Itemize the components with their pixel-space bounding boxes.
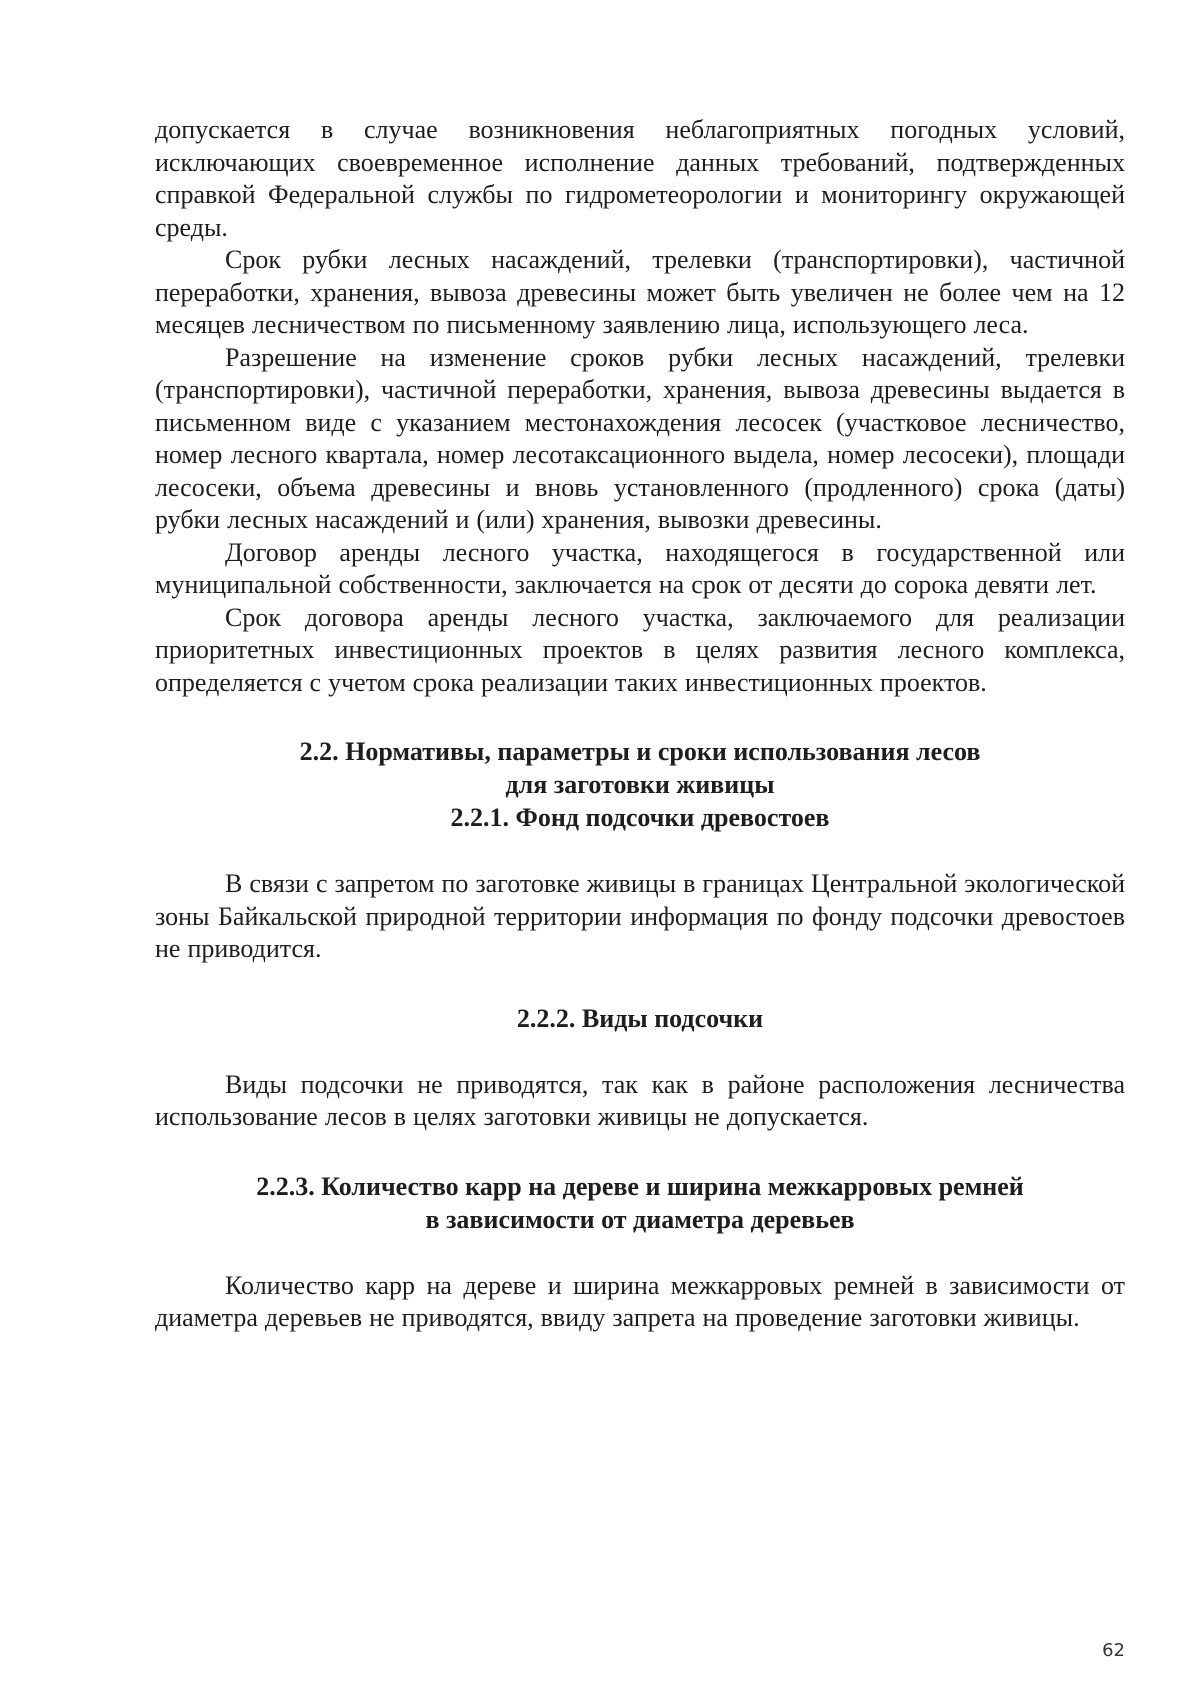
section-heading-2-2-2: 2.2.2. Виды подсочки xyxy=(516,1003,764,1033)
paragraph-term-extension: Срок рубки лесных насаждений, трелевки (транспортировки), частичной переработки, хранения, вывоза древесины может быть увеличен не более чем на 12 месяцев лесничеством по письменному заявлению лица, использующего леса. xyxy=(155,245,1125,339)
section-heading-2-2 xyxy=(155,735,1125,834)
paragraph-term-change-permit: Разрешение на изменение сроков рубки лесных насаждений, трелевки (транспортировки), частичной переработки, хранения, вывоза древесины выдается в письменном виде с указанием местонахождения лесосек (участковое лесничество, номер лесного квартала, номер лесотаксационного выдела, номер лесосеки), площади лесосеки, объема древесины и вновь установленного (продленного) срока (даты) рубки лесных насаждений и (или) хранения, вывозки древесины. xyxy=(155,342,1125,534)
paragraph-lease-term: Договор аренды лесного участка, находящегося в государственной или муниципальной собственности, заключается на срок от десяти до сорока девяти лет. xyxy=(155,537,1125,599)
paragraph-carr-count: Количество карр на дереве и ширина межкарровых ремней в зависимости от диаметра деревьев не приводятся, ввиду запрета на проведение заготовки живицы. xyxy=(155,1270,1125,1332)
paragraph-tapping-types: Виды подсочки не приводятся, так как в районе расположения лесничества использование лесов в целях заготовки живицы не допускается. xyxy=(155,1069,1125,1131)
page-content xyxy=(155,114,1125,1335)
paragraph-investment-lease-term: Срок договора аренды лесного участка, заключаемого для реализации приоритетных инвестиционных проектов в целях развития лесного комплекса, определяется с учетом срока реализации таких инвестиционных проектов. xyxy=(155,602,1125,697)
paragraph-permit-exception: допускается в случае возникновения неблагоприятных погодных условий, исключающих своевременное исполнение данных требований, подтвержденных справкой Федеральной службы по гидрометеорологии и мониторингу окружающей среды. xyxy=(155,115,1125,242)
section-heading-2-2-3-line1: 2.2.3. Количество карр на дереве и ширина межкарровых ремней xyxy=(256,1171,1024,1201)
section-heading-2-2-1: 2.2.1. Фонд подсочки древостоев xyxy=(450,803,830,832)
section-heading-2-2-line2: для заготовки живицы xyxy=(505,770,775,799)
page-number: 62 xyxy=(1102,1640,1125,1661)
section-heading-2-2-3 xyxy=(155,1170,1125,1236)
section-heading-2-2-3-line2: в зависимости от диаметра деревьев xyxy=(425,1204,855,1234)
paragraph-tapping-fund: В связи с запретом по заготовке живицы в границах Центральной экологической зоны Байкальской природной территории информация по фонду подсочки древостоев не приводится. xyxy=(155,869,1125,963)
section-heading-2-2-line1: 2.2. Нормативы, параметры и сроки использования лесов xyxy=(299,737,981,766)
